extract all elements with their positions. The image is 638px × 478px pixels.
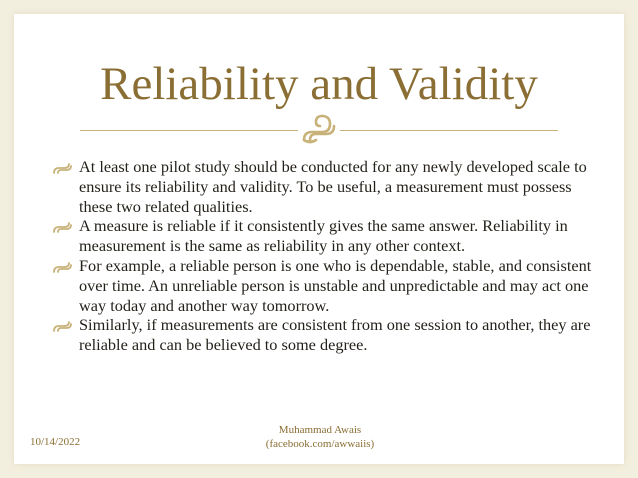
bullet-text: At least one pilot study should be conducted for any newly developed scale to ensure its reliability and validity. To be useful, a measurement must possess these two related qualities. [79,157,587,216]
bullet-item [52,216,598,256]
bullet-text: For example, a reliable person is one who is dependable, stable, and consistent over time. An unreliable person is unstable and unpredictable and may act one way today and another way tomorrow. [79,255,592,315]
bullet-item [52,157,598,216]
scroll-bullet-icon [52,319,72,333]
scroll-ornament-icon [300,110,338,146]
divider-line-left [80,130,298,131]
footer-author [240,423,400,451]
footer-date: 10/14/2022 [30,436,81,448]
bullet-item [52,256,598,315]
scroll-bullet-icon [52,260,72,274]
bullet-text: A measure is reliable if it consistently gives the same answer. Reliability in measurement is the same as reliability in any other context. [79,216,568,256]
divider-line-right [340,130,558,131]
scroll-bullet-icon [52,161,72,175]
footer-author-handle: (facebook.com/awwaiis) [265,438,375,450]
bullet-item [52,315,598,355]
bullet-list [52,157,598,355]
footer-author-name: Muhammad Awais [278,424,362,436]
scroll-bullet-icon [52,220,72,234]
bullet-text: Similarly, if measurements are consistent from one session to another, they are reliable and can be believed to some degree. [79,315,591,355]
slide-title: Reliability and Validity [100,58,538,110]
